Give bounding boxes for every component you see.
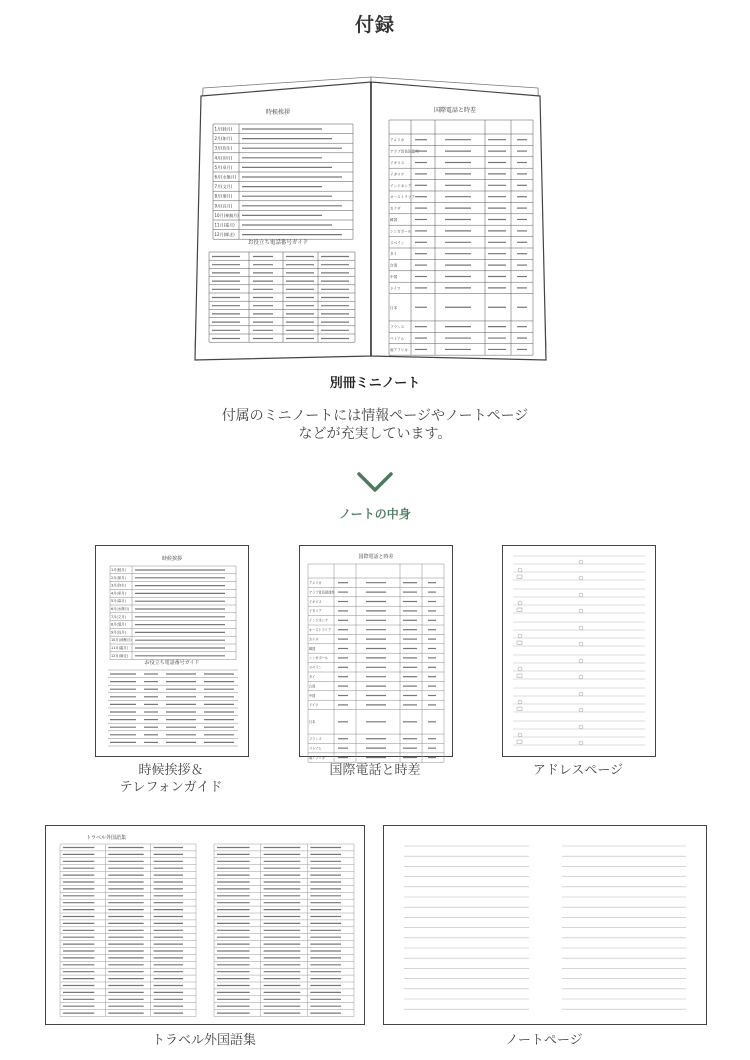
table-cell-label: 日本: [390, 305, 398, 310]
table-cell-label: スペイン: [309, 665, 322, 670]
table-cell-label: イギリス: [390, 161, 405, 165]
table-cell-label: タイ: [390, 252, 398, 257]
table-cell-label: 10月(神無月): [111, 638, 132, 643]
thumbnail-label: アドレスページ: [532, 763, 624, 778]
phone-icon: [579, 692, 583, 696]
table-cell-label: 南アフリカ: [390, 347, 408, 352]
phone-icon: [518, 700, 522, 704]
table-cell-label: 9月(長月): [111, 630, 126, 635]
mail-icon: [579, 609, 583, 613]
phone-icon: [518, 568, 522, 572]
thumbnail-address-page: [502, 545, 656, 757]
svg-text:国際電話と時差: 国際電話と時差: [358, 554, 394, 560]
table-cell-label: 1月(睦月): [111, 568, 126, 572]
table-cell-label: シンガポール: [390, 229, 412, 234]
mail-icon: [579, 642, 583, 646]
table-cell-label: 南アフリカ: [309, 755, 325, 760]
table-cell-label: ドイツ: [390, 286, 401, 291]
table-cell-label: イタリア: [309, 609, 322, 614]
greeting-page-preview: [96, 546, 248, 756]
mail-icon: [517, 641, 522, 645]
table-cell-label: 韓国: [309, 646, 316, 651]
thumbnail-international-calls: [299, 545, 453, 760]
mini-notebook-illustration: [193, 72, 548, 364]
mail-icon: [579, 741, 583, 745]
table-cell-label: オーストラリア: [390, 195, 415, 200]
table-cell-label: フランス: [390, 325, 405, 330]
description-line: 付属のミニノートには情報ページやノートページ: [221, 408, 529, 424]
mail-icon: [517, 674, 522, 678]
thumbnail-label: 時候挨拶＆ テレフォンガイド: [119, 763, 223, 795]
thumbnail-greeting-telephone: [95, 545, 249, 757]
table-cell-label: アメリカ: [390, 138, 405, 143]
table-cell-label: 6月(水無月): [111, 607, 130, 611]
table-cell-label: 10月(神無月): [214, 212, 239, 218]
phone-icon: [518, 733, 522, 737]
table-cell-label: 2月(如月): [111, 575, 126, 580]
table-cell-label: カナダ: [390, 206, 401, 211]
table-cell-label: ドイツ: [309, 703, 319, 708]
table-cell-label: スペイン: [390, 240, 405, 245]
svg-text:時候挨拶: 時候挨拶: [161, 556, 183, 562]
booklet-description: [0, 407, 750, 443]
left-page-subheading: お役立ち電話番号ガイド: [247, 240, 309, 246]
page-title: 付録: [354, 14, 395, 36]
phone-icon: [579, 659, 583, 663]
thumbnail-label: 国際電話と時差: [329, 763, 421, 778]
table-cell-label: イギリス: [309, 599, 322, 604]
table-cell-label: シンガポール: [309, 656, 328, 661]
phone-icon: [579, 560, 583, 564]
table-cell-label: 1月(睦月): [214, 126, 233, 132]
table-cell-label: 12月(師走): [214, 232, 235, 238]
table-cell-label: 12月(師走): [111, 653, 129, 658]
table-cell-label: フランス: [309, 737, 322, 742]
mail-icon: [517, 608, 522, 612]
contents-label: ノートの中身: [339, 507, 411, 521]
table-cell-label: 3月(弥生): [111, 583, 126, 588]
left-page-heading: 時候挨拶: [265, 109, 291, 116]
phone-icon: [579, 725, 583, 729]
thumbnail-label: トラベル外国語集: [151, 1033, 256, 1048]
table-cell-label: 11月(霜月): [111, 646, 129, 650]
table-cell-label: アラブ首長国連邦: [390, 149, 419, 154]
chevron-down-icon: [355, 468, 395, 498]
svg-text:お役立ち電話番号ガイド: お役立ち電話番号ガイド: [144, 660, 200, 666]
table-cell-label: 7月(文月): [111, 614, 126, 619]
table-cell-label: アラブ首長国連邦: [309, 590, 335, 595]
table-cell-label: 5月(皐月): [111, 599, 126, 604]
table-cell-label: 11月(霜月): [214, 222, 235, 228]
table-cell-label: 8月(葉月): [111, 622, 126, 627]
phone-icon: [579, 626, 583, 630]
table-cell-label: 9月(長月): [214, 203, 233, 209]
phone-icon: [518, 601, 522, 605]
note-page-preview: [384, 826, 706, 1024]
table-cell-label: インドネシア: [390, 183, 412, 188]
table-cell-label: 3月(弥生): [214, 145, 233, 151]
mail-icon: [579, 708, 583, 712]
mail-icon: [579, 576, 583, 580]
table-cell-label: 8月(葉月): [214, 193, 233, 199]
mail-icon: [517, 740, 522, 744]
right-page-heading: 国際電話と時差: [433, 107, 477, 114]
table-cell-label: オーストラリア: [309, 628, 332, 632]
phone-icon: [579, 593, 583, 597]
table-cell-label: 2月(如月): [214, 136, 233, 142]
international-page-preview: [300, 546, 452, 760]
table-cell-label: アメリカ: [309, 581, 322, 585]
table-cell-label: イタリア: [390, 172, 405, 177]
table-cell-label: 4月(卯月): [111, 591, 126, 596]
table-cell-label: 韓国: [390, 218, 398, 222]
address-page-preview: [503, 546, 655, 756]
mail-icon: [517, 575, 522, 579]
mail-icon: [579, 675, 583, 679]
phone-icon: [518, 667, 522, 671]
table-cell-label: 7月(文月): [214, 184, 233, 190]
table-cell-label: 5月(皐月): [214, 164, 233, 170]
travel-page-preview: [46, 826, 364, 1024]
table-cell-label: カナダ: [309, 637, 319, 642]
booklet-caption: 別冊ミニノート: [329, 376, 421, 391]
table-cell-label: タイ: [309, 675, 316, 679]
description-line: などが充実しています。: [298, 426, 452, 442]
table-cell-label: 台湾: [390, 263, 398, 268]
table-cell-label: 日本: [309, 720, 316, 725]
mail-icon: [517, 707, 522, 711]
phone-icon: [518, 634, 522, 638]
table-cell-label: 6月(水無月): [214, 174, 237, 180]
thumbnail-travel-phrases: [45, 825, 365, 1025]
table-cell-label: 台湾: [309, 684, 316, 689]
table-cell-label: 中国: [309, 693, 316, 698]
thumbnail-note-page: [383, 825, 707, 1025]
table-cell-label: ベトナム: [309, 746, 322, 751]
svg-text:トラベル外国語集: トラベル外国語集: [86, 835, 127, 841]
table-cell-label: 中国: [390, 275, 398, 279]
thumbnail-label: ノートページ: [505, 1033, 583, 1048]
table-cell-label: 4月(卯月): [214, 155, 233, 161]
table-cell-label: インドネシア: [309, 618, 329, 623]
table-cell-label: ベトナム: [390, 336, 405, 341]
